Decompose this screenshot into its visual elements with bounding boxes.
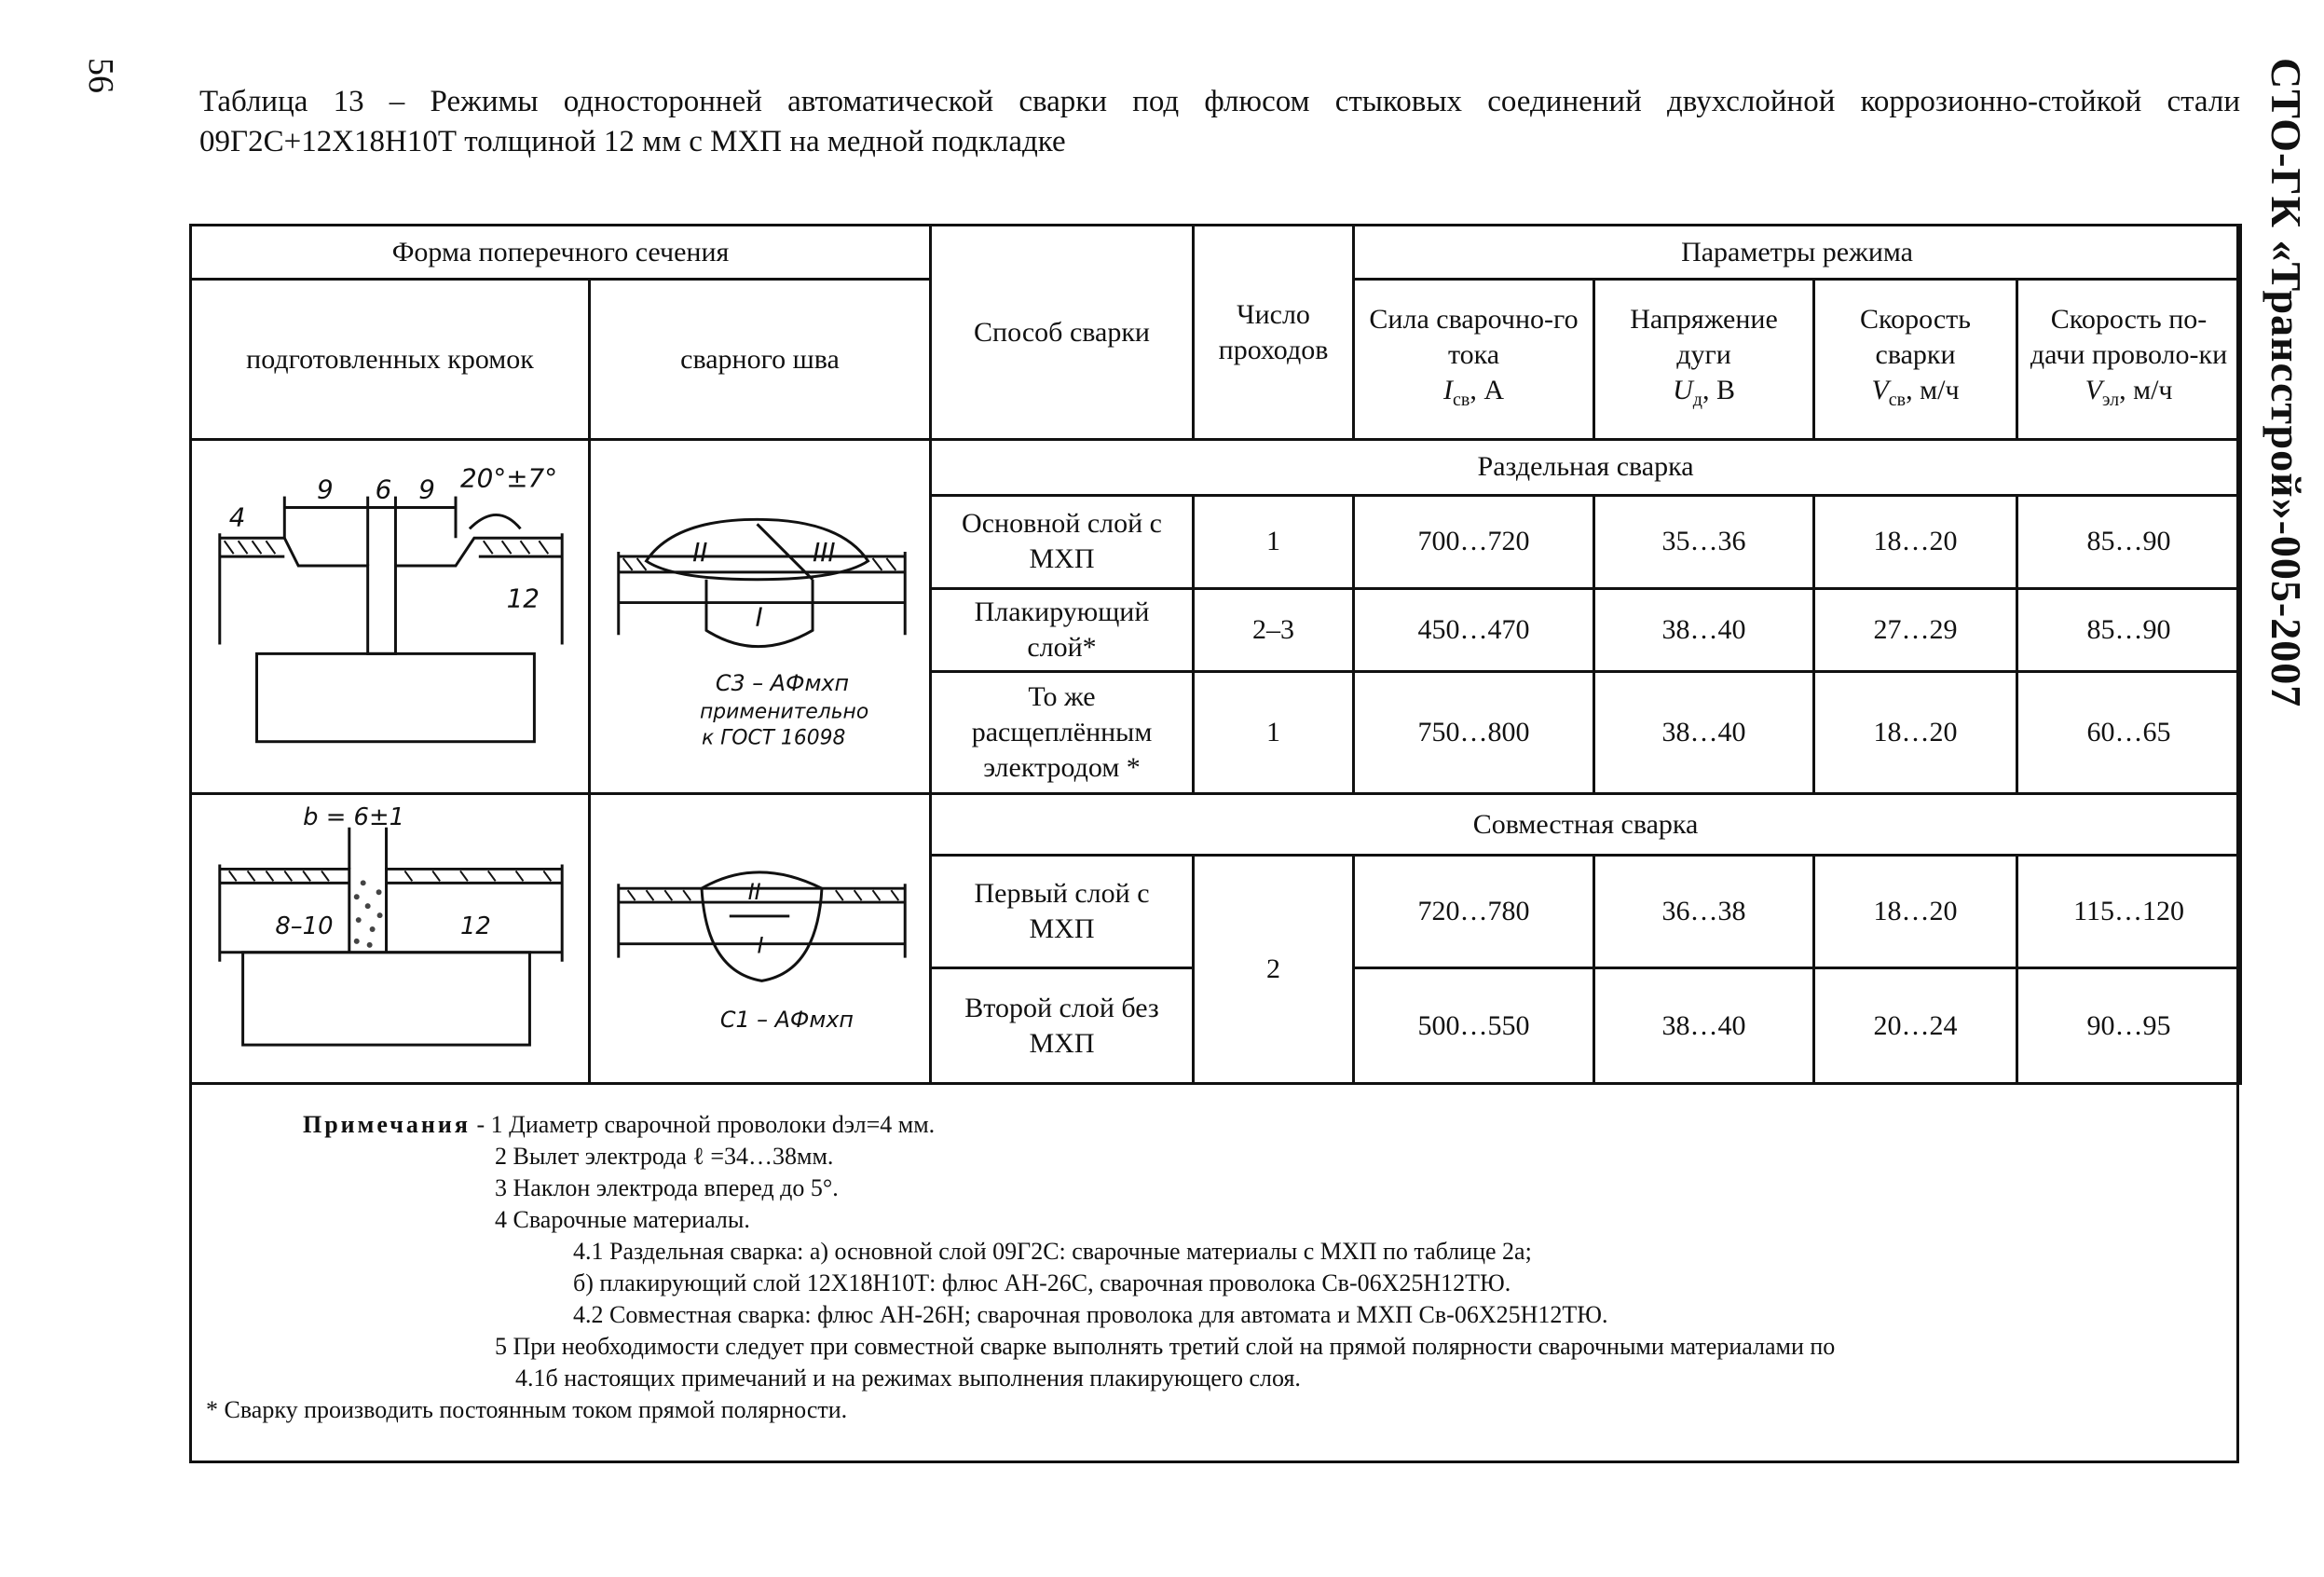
- note-4-1-b: б) плакирующий слой 12Х18Н10Т: флюс АН-26С, сварочная проволока Св-06Х25Н12ТЮ.: [573, 1269, 1511, 1296]
- header-voltage: Напряжение дуги $U_д$, В: [1594, 280, 1814, 440]
- note-5: 5 При необходимости следует при совместной сварке выполнять третий слой на прямой полярности сварочными материалами по: [495, 1333, 1836, 1360]
- document-code-header: СТО-ГК «Трансстрой»-005-2007: [2262, 58, 2310, 708]
- speed-cell: 20…24: [1814, 968, 2017, 1084]
- note-1: Примечания - 1 Диаметр сварочной проволоки dэл=4 мм.: [303, 1111, 936, 1138]
- seam-caption-3: к ГОСТ 16098: [702, 726, 846, 750]
- voltage-cell: 38…40: [1594, 589, 1814, 671]
- note-5-cont: 4.1б настоящих примечаний и на режимах выполнения плакирующего слоя.: [515, 1364, 1301, 1392]
- passes-cell: 1: [1194, 495, 1354, 589]
- seam-label-i: I: [755, 601, 763, 633]
- seam-caption-1: С3 – АФмхп: [715, 670, 850, 697]
- feed-cell: 115…120: [2017, 856, 2241, 968]
- header-speed: Скорость сварки $V_{св}$, м/ч: [1814, 280, 2017, 440]
- dim-angle: 20°±7°: [459, 462, 558, 494]
- feed-cell: 85…90: [2017, 495, 2241, 589]
- header-seam: сварного шва: [590, 280, 931, 440]
- note-star: * Сварку производить постоянным током прямой полярности.: [206, 1396, 848, 1423]
- section-separate-title: Раздельная сварка: [931, 440, 2241, 496]
- header-edges: подготовленных кромок: [191, 280, 590, 440]
- voltage-cell: 38…40: [1594, 968, 1814, 1084]
- note-4: 4 Сварочные материалы.: [495, 1206, 750, 1233]
- dim-t1: 8–10: [275, 912, 334, 941]
- dim-d1: 9: [317, 473, 334, 505]
- dim-t2: 12: [459, 912, 491, 941]
- method-cell: Плакирующий слой*: [931, 589, 1194, 671]
- current-cell: 750…800: [1354, 671, 1594, 794]
- passes-cell: 2: [1194, 856, 1354, 1084]
- seam-caption: С1 – АФмхп: [719, 1006, 854, 1033]
- dim-gap: b = 6±1: [303, 803, 405, 832]
- seam-caption-2: применительно: [700, 700, 869, 724]
- current-cell: 500…550: [1354, 968, 1594, 1084]
- speed-cell: 27…29: [1814, 589, 2017, 671]
- voltage-cell: 36…38: [1594, 856, 1814, 968]
- method-cell: Основной слой с МХП: [931, 495, 1194, 589]
- seam-label-i: I: [757, 932, 764, 959]
- header-passes: Число проходов: [1194, 226, 1354, 440]
- voltage-cell: 38…40: [1594, 671, 1814, 794]
- header-method: Способ сварки: [931, 226, 1194, 440]
- method-cell: То же расщеплённым электродом *: [931, 671, 1194, 794]
- note-3: 3 Наклон электрода вперед до 5°.: [495, 1174, 839, 1201]
- method-cell: Первый слой с МХП: [931, 856, 1194, 968]
- current-cell: 450…470: [1354, 589, 1594, 671]
- method-cell: Второй слой без МХП: [931, 968, 1194, 1084]
- speed-cell: 18…20: [1814, 671, 2017, 794]
- note-2: 2 Вылет электрода ℓ =34…38мм.: [495, 1143, 834, 1170]
- speed-cell: 18…20: [1814, 856, 2017, 968]
- table-title: Таблица 13 – Режимы односторонней автоматической сварки под флюсом стыковых соединений двухслойной коррозионно-стойкой стали 09Г2С+12Х18Н10Т толщиной 12 мм с МХП на медной подкладке: [199, 85, 2240, 158]
- header-feed: Скорость по-дачи проволо-ки $V_{эл}$, м/ч: [2017, 280, 2241, 440]
- dim-d2: 6: [375, 473, 392, 505]
- seam-label-ii: II: [747, 878, 761, 905]
- feed-cell: 60…65: [2017, 671, 2241, 794]
- voltage-cell: 35…36: [1594, 495, 1814, 589]
- note-4-1: 4.1 Раздельная сварка: а) основной слой 09Г2С: сварочные материалы с МХП по таблице 2а;: [573, 1238, 1532, 1265]
- feed-cell: 90…95: [2017, 968, 2241, 1084]
- header-shape: Форма поперечного сечения: [191, 226, 931, 280]
- note-4-2: 4.2 Совместная сварка: флюс АН-26Н; сварочная проволока для автомата и МХП Св-06Х25Н12ТЮ.: [573, 1301, 1608, 1328]
- dim-t1: 4: [228, 501, 246, 533]
- seam-label-ii: II: [692, 537, 708, 569]
- page-number: 56: [81, 58, 120, 93]
- current-cell: 700…720: [1354, 495, 1594, 589]
- header-params: Параметры режима: [1354, 226, 2241, 280]
- passes-cell: 2–3: [1194, 589, 1354, 671]
- dim-d3: 9: [418, 473, 435, 505]
- passes-cell: 1: [1194, 671, 1354, 794]
- dim-t2: 12: [506, 583, 540, 614]
- section-combined-title: Совместная сварка: [931, 794, 2241, 856]
- header-current: Сила сварочно-го тока $I_{св}$, А: [1354, 280, 1594, 440]
- feed-cell: 85…90: [2017, 589, 2241, 671]
- seam-label-iii: III: [813, 537, 836, 569]
- current-cell: 720…780: [1354, 856, 1594, 968]
- speed-cell: 18…20: [1814, 495, 2017, 589]
- notes-block: [189, 1072, 2239, 1463]
